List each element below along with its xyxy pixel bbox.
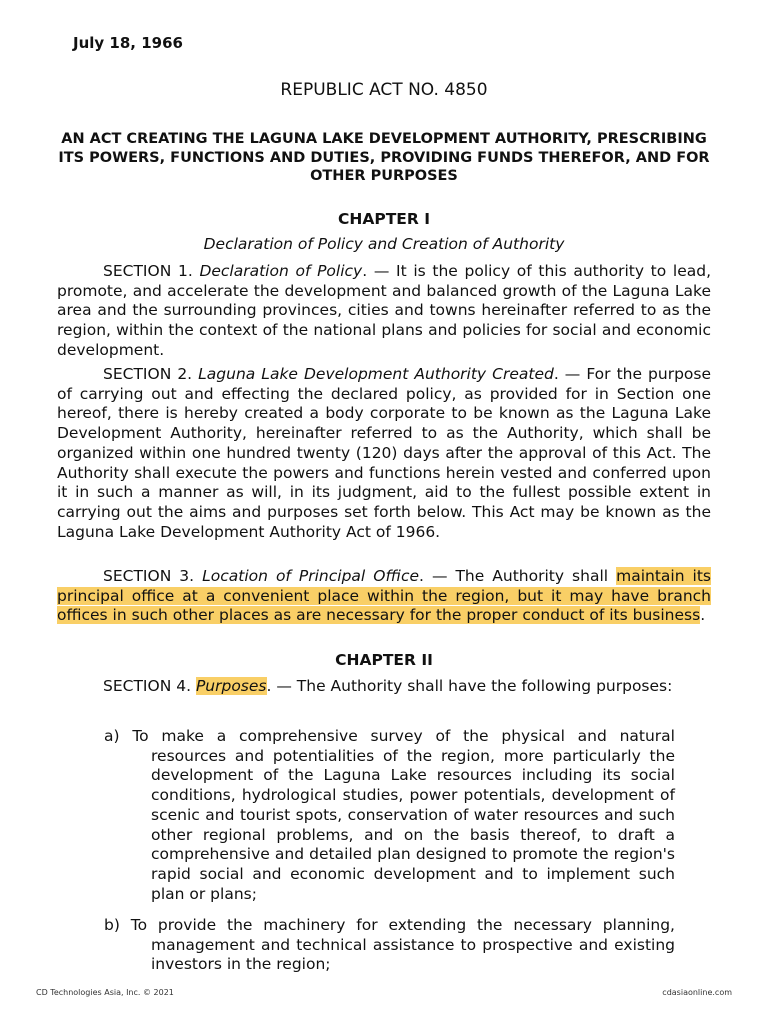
section-3-prefix: SECTION 3. xyxy=(103,567,203,585)
section-3-body-end: . xyxy=(700,606,706,625)
section-1 xyxy=(57,262,711,361)
section-2-title: Laguna Lake Development Authority Created xyxy=(198,365,554,383)
section-4-item-b xyxy=(104,916,675,975)
item-b-text: To provide the machinery for extending the necessary planning, management and technical assistance to prospective and existing investors in the region; xyxy=(130,916,675,974)
section-2-body: . — For the purpose of carrying out and effecting the declared policy, as provided for in Section one hereof, there is hereby created a body corporate to be known as the Laguna Lake Development Authority, hereinafter referred to as the Authority, which shall be organized within one hundred twenty (120) days after the approval of this Act. The Authority shall execute the powers and functions herein vested and conferred upon it in such a manner as will, in its judgment, aid to the fullest possible extent in carrying out the aims and purposes set forth below. This Act may be known as the Laguna Lake Development Authority Act of 1966. xyxy=(57,365,712,541)
section-2-prefix: SECTION 2. xyxy=(103,365,199,383)
section-3-body: . — The Authority shall xyxy=(419,567,617,585)
act-title: AN ACT CREATING THE LAGUNA LAKE DEVELOPMENT AUTHORITY, PRESCRIBING ITS POWERS, FUNCTIONS AND DUTIES, PROVIDING FUNDS THEREFOR, AND FOR OTHER PURPOSES xyxy=(58,131,710,184)
section-1-title: Declaration of Policy xyxy=(199,262,363,280)
item-a-label: a) xyxy=(104,727,133,745)
footer-website: cdasiaonline.com xyxy=(662,988,732,997)
section-3-highlighted-text: maintain its principal office at a convenient place within the region, but it may have branch offices in such other places as are necessary for the proper conduct of its business xyxy=(57,567,712,625)
footer-copyright: CD Technologies Asia, Inc. © 2021 xyxy=(36,988,174,997)
section-3-title: Location of Principal Office xyxy=(202,567,419,585)
chapter-1-heading: CHAPTER I xyxy=(338,210,430,228)
item-b-label: b) xyxy=(104,916,131,934)
section-4-body: . — The Authority shall have the following purposes: xyxy=(266,677,673,695)
section-4-item-a xyxy=(104,727,675,904)
section-4-prefix: SECTION 4. xyxy=(103,677,196,695)
section-2 xyxy=(57,365,711,542)
section-3 xyxy=(57,567,711,626)
document-date: July 18, 1966 xyxy=(73,34,183,52)
section-1-prefix: SECTION 1. xyxy=(103,262,200,280)
chapter-1-subheading: Declaration of Policy and Creation of Authority xyxy=(203,235,565,253)
act-number: REPUBLIC ACT NO. 4850 xyxy=(280,80,488,100)
section-4-title: Purposes xyxy=(195,677,267,695)
section-1-body: . — It is the policy of this authority to lead, promote, and accelerate the development and balanced growth of the Laguna Lake area and the surrounding provinces, cities and towns hereinafter referred to as the region, within the context of the national plans and policies for social and economic development. xyxy=(57,262,712,359)
chapter-2-heading: CHAPTER II xyxy=(335,651,433,669)
item-a-text: To make a comprehensive survey of the physical and natural resources and potentialities of the region, more particularly the development of the Laguna Lake resources including its social conditions, hydrological studies, power potentials, development of scenic and tourist spots, conservation of water resources and such other regional problems, and on the basis thereof, to draft a comprehensive and detailed plan designed to promote the region's rapid social and economic development and to implement such plan or plans; xyxy=(132,727,675,903)
section-4 xyxy=(57,677,711,697)
